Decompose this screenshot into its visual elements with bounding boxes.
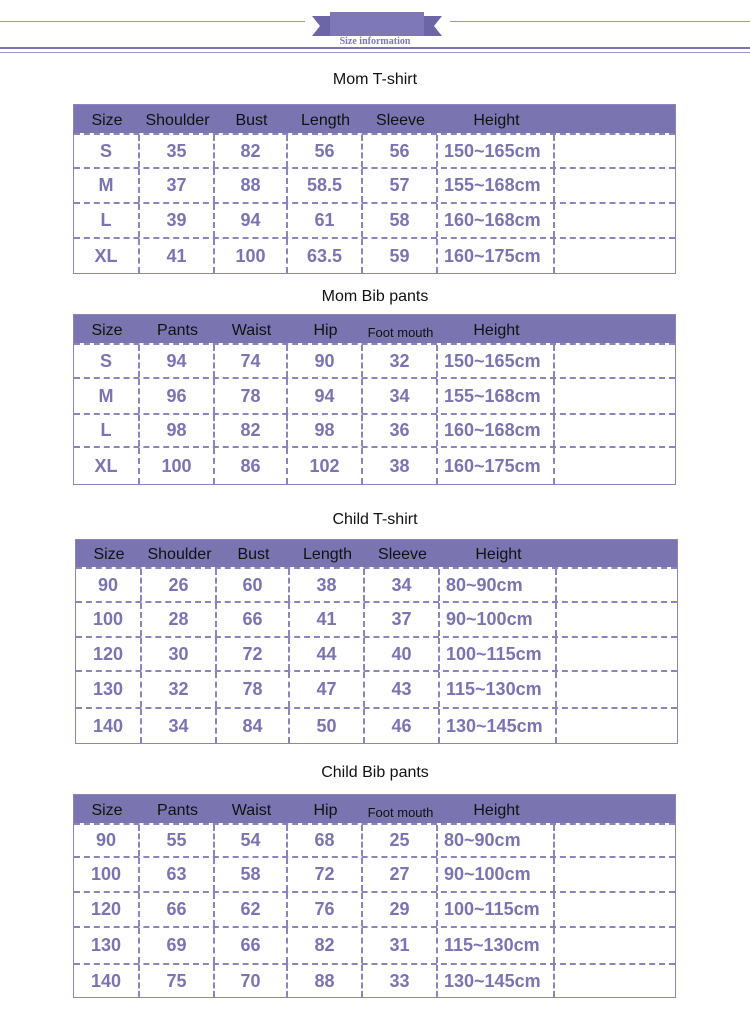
table-cell: 37 (140, 169, 215, 202)
column-header: Size (91, 802, 123, 819)
table-cell-empty (555, 965, 675, 997)
table-cell-empty (557, 672, 677, 707)
table-cell: 32 (363, 345, 438, 377)
column-header: Sleeve (376, 112, 425, 129)
column-header: Height (473, 112, 520, 129)
table-cell: 90~100cm (440, 603, 557, 636)
column-header: Length (303, 546, 352, 563)
table-cell: 98 (288, 415, 363, 446)
table-cell: 100 (74, 858, 140, 891)
table-cell: 54 (215, 825, 288, 856)
column-header: Foot mouth (367, 325, 434, 340)
table-cell: XL (74, 239, 140, 273)
column-header: Size (91, 112, 123, 129)
table-cell-empty (557, 638, 677, 670)
column-header: Size (91, 322, 123, 339)
mom-tshirt-title: Mom T-shirt (332, 71, 418, 88)
child-tshirt-title: Child T-shirt (332, 511, 418, 528)
table-cell: 57 (363, 169, 438, 202)
table-cell: 90 (288, 345, 363, 377)
table-cell-empty (555, 448, 675, 484)
table-cell-empty (555, 415, 675, 446)
table-row (74, 343, 675, 377)
table-cell: 39 (140, 204, 215, 237)
table-cell: 115~130cm (440, 672, 557, 707)
header-rule-bottom-thin (0, 52, 750, 53)
table-cell: 88 (215, 169, 288, 202)
table-row (74, 167, 675, 202)
table-cell: 160~175cm (438, 239, 555, 273)
table-cell: 100 (76, 603, 142, 636)
table-cell: 94 (140, 345, 215, 377)
table-cell-empty (555, 239, 675, 273)
table-cell: 46 (365, 709, 440, 743)
table-cell: 120 (76, 638, 142, 670)
table-cell: 82 (215, 415, 288, 446)
table-cell: 140 (76, 709, 142, 743)
header-ribbon (312, 12, 442, 36)
table-row (74, 413, 675, 446)
table-cell: 130~145cm (438, 965, 555, 997)
header-rule-bottom (0, 47, 750, 49)
table-cell: 33 (363, 965, 438, 997)
table-cell: 36 (363, 415, 438, 446)
table-cell: 60 (217, 569, 290, 601)
table-cell: 31 (363, 928, 438, 963)
table-cell-empty (555, 135, 675, 167)
table-cell: 56 (288, 135, 363, 167)
table-row (74, 891, 675, 926)
table-cell: 96 (140, 379, 215, 413)
table-cell: 160~168cm (438, 415, 555, 446)
table-cell: 72 (217, 638, 290, 670)
table-cell: 100 (140, 448, 215, 484)
table-row (76, 670, 677, 707)
table-header (76, 540, 677, 567)
table-cell: 155~168cm (438, 169, 555, 202)
table-cell: XL (74, 448, 140, 484)
table-cell: 38 (290, 569, 365, 601)
table-cell: 55 (140, 825, 215, 856)
table-cell-empty (555, 169, 675, 202)
table-cell: 100~115cm (438, 893, 555, 926)
column-header: Height (475, 546, 522, 563)
table-cell: 66 (140, 893, 215, 926)
table-row (74, 823, 675, 856)
table-cell-empty (555, 825, 675, 856)
table-cell: 100~115cm (440, 638, 557, 670)
table-cell: 63.5 (288, 239, 363, 273)
table-cell: 28 (142, 603, 217, 636)
table-cell: 56 (363, 135, 438, 167)
table-cell: L (74, 204, 140, 237)
column-header: Pants (157, 322, 198, 339)
table-cell: 61 (288, 204, 363, 237)
table-cell: 58.5 (288, 169, 363, 202)
column-header: Hip (313, 802, 338, 819)
table-cell: 98 (140, 415, 215, 446)
table-cell: 47 (290, 672, 365, 707)
header-subtitle: Size information (339, 36, 411, 47)
table-cell: M (74, 379, 140, 413)
table-cell: 78 (215, 379, 288, 413)
header-rule-right (450, 21, 750, 22)
table-cell: 26 (142, 569, 217, 601)
table-cell: 155~168cm (438, 379, 555, 413)
table-cell: 140 (74, 965, 140, 997)
table-cell: 38 (363, 448, 438, 484)
table-cell: 40 (365, 638, 440, 670)
table-row (76, 636, 677, 670)
table-row (74, 237, 675, 273)
mom-tshirt-table (73, 104, 676, 274)
table-cell-empty (555, 858, 675, 891)
table-row (74, 926, 675, 963)
table-cell: 80~90cm (438, 825, 555, 856)
table-cell: 100 (215, 239, 288, 273)
mom-bib-pants-table (73, 314, 676, 485)
table-cell: 66 (215, 928, 288, 963)
table-cell-empty (555, 893, 675, 926)
table-cell-empty (557, 709, 677, 743)
table-cell: 44 (290, 638, 365, 670)
column-header: Shoulder (145, 112, 210, 129)
mom-bib-pants-title: Mom Bib pants (321, 288, 429, 305)
column-header: Length (301, 112, 350, 129)
table-cell-empty (555, 928, 675, 963)
table-cell: 41 (290, 603, 365, 636)
column-header: Height (473, 802, 520, 819)
column-header: Shoulder (147, 546, 212, 563)
table-cell: 29 (363, 893, 438, 926)
table-cell: 62 (215, 893, 288, 926)
table-row (74, 133, 675, 167)
table-cell: 59 (363, 239, 438, 273)
table-row (74, 446, 675, 484)
table-cell: 35 (140, 135, 215, 167)
table-cell: 86 (215, 448, 288, 484)
column-header: Sleeve (378, 546, 427, 563)
table-row (76, 707, 677, 743)
column-header: Pants (157, 802, 198, 819)
table-cell: 160~168cm (438, 204, 555, 237)
table-cell: 82 (215, 135, 288, 167)
table-cell: 30 (142, 638, 217, 670)
table-cell: 58 (363, 204, 438, 237)
table-cell: 130 (76, 672, 142, 707)
table-cell: 80~90cm (440, 569, 557, 601)
table-cell-empty (555, 204, 675, 237)
table-cell: S (74, 135, 140, 167)
table-row (76, 567, 677, 601)
table-cell-empty (555, 379, 675, 413)
table-cell: 32 (142, 672, 217, 707)
column-header: Size (93, 546, 125, 563)
table-cell: 130 (74, 928, 140, 963)
table-cell: M (74, 169, 140, 202)
table-cell: 90 (76, 569, 142, 601)
table-row (74, 377, 675, 413)
table-header (74, 315, 675, 343)
table-cell: 160~175cm (438, 448, 555, 484)
column-header: Height (473, 322, 520, 339)
table-cell: 88 (288, 965, 363, 997)
table-cell: 115~130cm (438, 928, 555, 963)
table-cell: 75 (140, 965, 215, 997)
table-cell: S (74, 345, 140, 377)
table-cell: 94 (215, 204, 288, 237)
table-cell: 63 (140, 858, 215, 891)
table-cell: 25 (363, 825, 438, 856)
table-cell: 34 (363, 379, 438, 413)
child-tshirt-table (75, 539, 678, 744)
header-rule-left (0, 21, 305, 22)
table-cell: 130~145cm (440, 709, 557, 743)
table-row (76, 601, 677, 636)
table-cell: 150~165cm (438, 345, 555, 377)
table-cell: 50 (290, 709, 365, 743)
table-cell: 90 (74, 825, 140, 856)
table-cell: 120 (74, 893, 140, 926)
table-cell: 58 (215, 858, 288, 891)
table-cell: 66 (217, 603, 290, 636)
table-cell: 34 (142, 709, 217, 743)
table-cell: 69 (140, 928, 215, 963)
table-header (74, 795, 675, 823)
child-bib-pants-title: Child Bib pants (321, 764, 429, 781)
table-cell: 78 (217, 672, 290, 707)
table-cell: 41 (140, 239, 215, 273)
column-header: Waist (231, 322, 272, 339)
table-cell: 74 (215, 345, 288, 377)
column-header: Bust (237, 546, 270, 563)
table-cell: 72 (288, 858, 363, 891)
table-row (74, 856, 675, 891)
column-header: Bust (235, 112, 268, 129)
table-cell: 70 (215, 965, 288, 997)
table-cell: L (74, 415, 140, 446)
table-cell: 68 (288, 825, 363, 856)
table-header (74, 105, 675, 133)
table-row (74, 963, 675, 997)
table-cell: 43 (365, 672, 440, 707)
table-cell: 102 (288, 448, 363, 484)
table-cell: 27 (363, 858, 438, 891)
table-cell: 94 (288, 379, 363, 413)
table-cell: 84 (217, 709, 290, 743)
table-cell: 76 (288, 893, 363, 926)
table-row (74, 202, 675, 237)
table-cell: 37 (365, 603, 440, 636)
table-cell-empty (557, 603, 677, 636)
table-cell: 82 (288, 928, 363, 963)
column-header: Waist (231, 802, 272, 819)
column-header: Foot mouth (367, 805, 434, 820)
table-cell-empty (557, 569, 677, 601)
table-cell: 150~165cm (438, 135, 555, 167)
table-cell: 34 (365, 569, 440, 601)
table-cell-empty (555, 345, 675, 377)
column-header: Hip (313, 322, 338, 339)
child-bib-pants-table (73, 794, 676, 998)
table-cell: 90~100cm (438, 858, 555, 891)
